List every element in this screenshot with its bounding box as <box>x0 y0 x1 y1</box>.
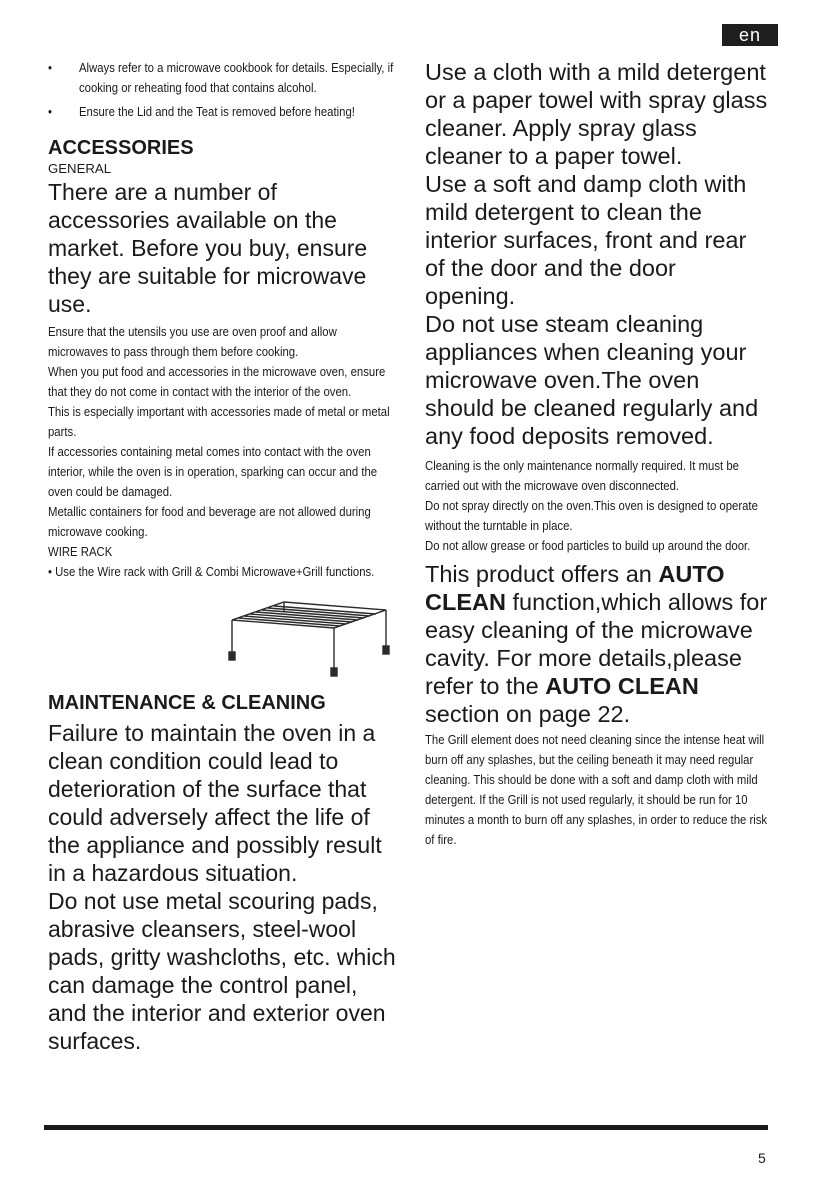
page-number: 5 <box>758 1150 766 1166</box>
auto-clean-keyword: AUTO CLEAN <box>545 673 699 699</box>
wire-rack-illustration <box>224 592 394 682</box>
grill-paragraph: The Grill element does not need cleaning since the intense heat will burn off any splashes, but the ceiling beneath it may need regular cleaning. This should be done with a soft and damp cloth with mild detergent. If the Grill is not used regularly, it should be run for 10 minutes a month to burn off any splashes, in order to reduce the risk of fire. <box>425 732 768 847</box>
maintenance-paragraph: Failure to maintain the oven in a clean condition could lead to deterioration of the surface that could adversely affect the life of the appliance and possibly result in a hazardous situation. <box>48 720 382 886</box>
list-item: • Always refer to a microwave cookbook for details. Especially, if cooking or reheating food that contains alcohol. <box>48 58 428 98</box>
bottom-rule <box>44 1125 768 1130</box>
general-intro: There are a number of accessories available on the market. Before you buy, ensure they are suitable for microwave use. <box>48 179 368 317</box>
auto-clean-lead: This product offers an <box>425 561 652 587</box>
auto-clean-tail: section on page 22. <box>425 701 631 727</box>
note-paragraph: Ensure that the utensils you use are oven proof and allow microwaves to pass through them before cooking. <box>48 324 337 359</box>
cleaning-paragraph: Use a cloth with a mild detergent or a paper towel with spray glass cleaner. Apply spray glass cleaner to a paper towel. <box>425 59 768 169</box>
note-paragraph: Do not spray directly on the oven.This oven is designed to operate without the turntable in place. <box>425 498 758 533</box>
note-paragraph: Cleaning is the only maintenance normally required. It must be carried out with the microwave oven disconnected. <box>425 458 739 493</box>
note-paragraph: When you put food and accessories in the microwave oven, ensure that they do not come in contact with the interior of the oven. <box>48 364 386 399</box>
safety-bullets <box>48 58 398 122</box>
list-item: • Ensure the Lid and the Teat is removed before heating! <box>48 102 428 122</box>
note-paragraph: Do not allow grease or food particles to build up around the door. <box>425 538 751 553</box>
general-label: GENERAL <box>48 161 112 176</box>
auto-clean-paragraph <box>425 560 770 728</box>
accessories-notes <box>48 322 397 582</box>
auto-clean-keyword: AUTO CLEAN <box>425 561 725 615</box>
right-column <box>425 58 770 850</box>
note-paragraph: This is especially important with accessories made of metal or metal parts. <box>48 404 390 439</box>
language-badge: en <box>722 24 778 46</box>
note-paragraph: If accessories containing metal comes into contact with the oven interior, while the oven is in operation, sparking can occur and the oven could be damaged. <box>48 444 378 499</box>
accessories-heading: ACCESSORIES <box>48 137 194 159</box>
cleaning-notes <box>425 456 769 556</box>
grill-notes <box>425 730 769 850</box>
note-paragraph: Metallic containers for food and beverage are not allowed during microwave cooking. <box>48 504 371 539</box>
maintenance-paragraph: Do not use metal scouring pads, abrasive cleansers, steel-wool pads, gritty washcloths, etc. which can damage the control panel, and the interior and exterior oven surfaces. <box>48 888 396 1054</box>
cleaning-paragraph: Use a soft and damp cloth with mild detergent to clean the interior surfaces, front and rear of the door and the door opening. <box>425 171 747 309</box>
wire-rack-label: WIRE RACK <box>48 544 113 559</box>
cleaning-paragraph: Do not use steam cleaning appliances when cleaning your microwave oven.The oven should be cleaned regularly and any food deposits removed. <box>425 311 759 449</box>
auto-clean-mid: function,which allows for easy cleaning of the microwave cavity. For more details,please refer to the <box>425 589 768 699</box>
maintenance-heading: MAINTENANCE & CLEANING <box>48 692 326 714</box>
left-column <box>48 58 398 1055</box>
wire-rack-text: • Use the Wire rack with Grill & Combi Microwave+Grill functions. <box>48 564 375 579</box>
